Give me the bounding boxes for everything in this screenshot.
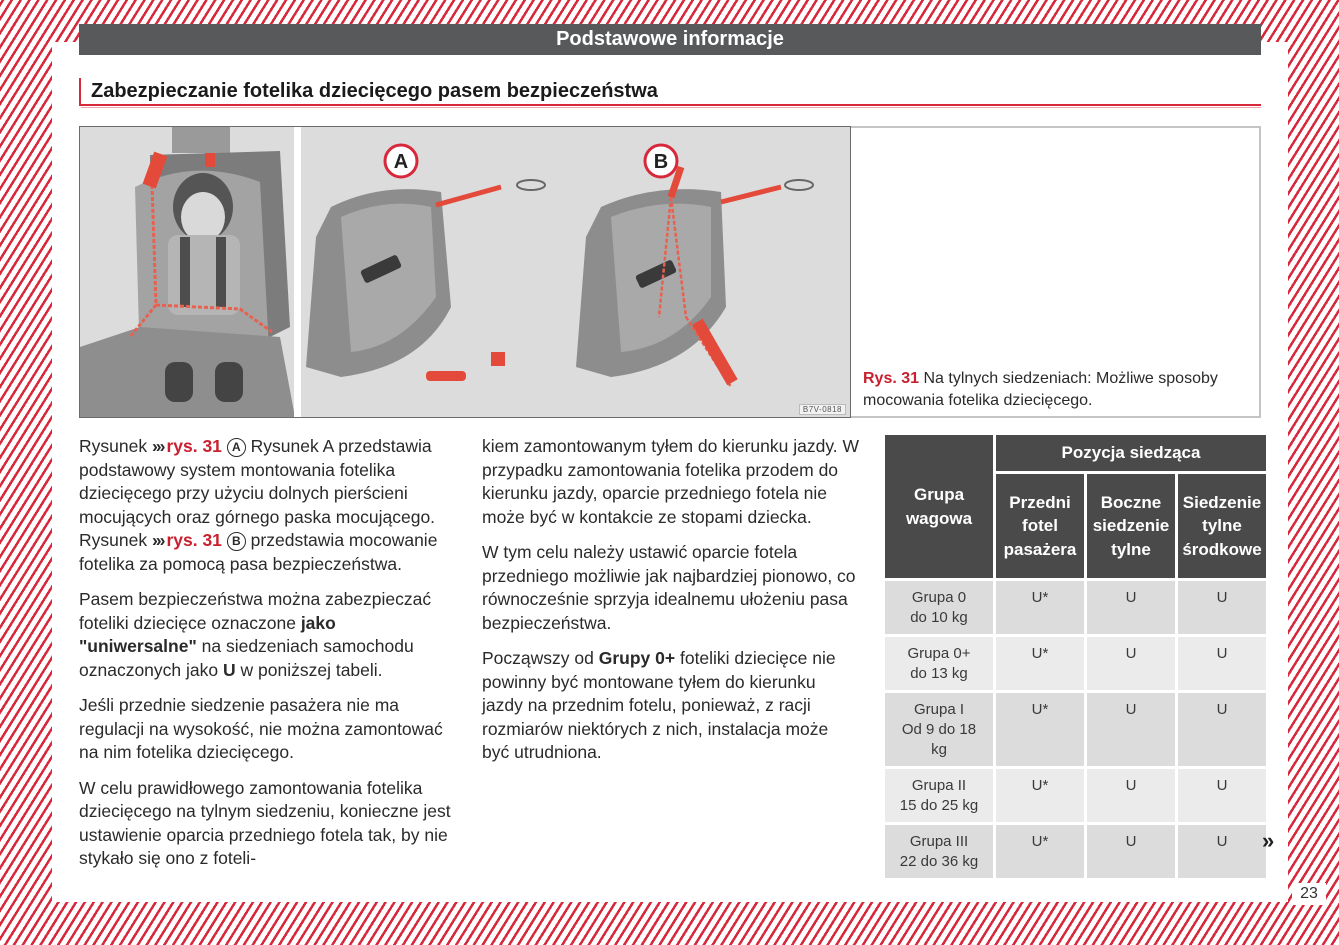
label-b: B	[653, 151, 669, 173]
group-name: Grupa 0+	[907, 645, 971, 662]
bold-text: Grupy 0+	[598, 648, 676, 668]
value-cell: U	[1087, 825, 1175, 878]
group-weight: do 13 kg	[910, 665, 968, 682]
paragraph-3: Jeśli przednie siedzenie pasażera nie ma regulacji na wysokość, nie można zamontować na nim fotelika dziecięcego.	[79, 695, 443, 762]
continued-arrow-icon: »	[1262, 828, 1275, 853]
value-cell: U	[1178, 825, 1266, 878]
child-foot-right	[215, 362, 243, 402]
value-cell: U	[1178, 769, 1266, 822]
harness-left	[180, 237, 190, 307]
section-title: Zabezpieczanie fotelika dziecięcego pasem bezpieczeństwa	[79, 78, 1261, 106]
top-tether	[205, 153, 215, 167]
header-weight-group: Grupa wagowa	[885, 435, 993, 578]
paragraph-4: W celu prawidłowego zamontowania fotelika dziecięcego na tylnym siedzeniu, konieczne jest ustawienie oparcia przedniego fotela tak, by nie stykało się ono z foteli-	[79, 777, 451, 868]
figure-illustration	[79, 126, 851, 418]
group-weight: do 10 kg	[910, 609, 968, 626]
text-fragment: w poniższej tabeli.	[240, 659, 383, 680]
group-name: Grupa 0	[911, 589, 967, 606]
group-weight: 15 do 25 kg	[899, 797, 979, 814]
bold-text: jako "uniwersalne"	[79, 612, 336, 656]
group-weight: 22 do 36 kg	[899, 853, 979, 870]
isofix-anchor-a	[491, 352, 505, 366]
table-row	[885, 825, 1266, 878]
text-column-2	[482, 435, 860, 777]
figure-link-31[interactable]: rys. 31	[166, 530, 222, 550]
header-front-passenger: Przedni fotel pasażera	[996, 474, 1084, 578]
child-foot-left	[165, 362, 193, 402]
table-row	[885, 581, 1266, 634]
chapter-title: Podstawowe informacje	[556, 28, 784, 50]
paragraph-6: W tym celu należy ustawić oparcie fotela przedniego możliwie jak najbardziej pionowo, co równocześnie sprzyja idealnemu ułożeniu pasa bezpieczeństwa.	[482, 542, 856, 633]
page-number: 23	[1292, 883, 1326, 905]
group-cell	[885, 825, 993, 878]
figure-caption-box	[851, 126, 1261, 418]
headrest	[172, 127, 230, 153]
child-body	[168, 235, 240, 315]
value-cell: U	[1087, 769, 1175, 822]
table-row	[885, 637, 1266, 690]
value-cell: U*	[996, 825, 1084, 878]
text-fragment: przedstawia mocowanie fotelika za pomocą pasa bezpieczeństwa.	[79, 530, 438, 574]
text-fragment: foteliki dziecięce nie powinny być montowane tyłem do kierunku jazdy na przednim fotelu, ponieważ, z racji rozmiarów niektórych z nich, instalacja może być utrudniona.	[482, 648, 836, 762]
paragraph-2	[79, 588, 457, 682]
circled-a-icon: A	[227, 438, 246, 457]
paragraph-1	[79, 435, 457, 576]
figure-caption	[863, 368, 1243, 412]
value-cell: U	[1178, 581, 1266, 634]
top-tether-a	[436, 187, 501, 205]
group-cell	[885, 637, 993, 690]
figure-link-31[interactable]: rys. 31	[166, 436, 222, 456]
value-cell: U	[1178, 637, 1266, 690]
header-rear-outer: Boczne siedzenie tylne	[1087, 474, 1175, 578]
caption-text: Na tylnych siedzeniach: Możliwe sposoby mocowania fotelika dziecięcego.	[863, 370, 1218, 409]
caption-ref: Rys. 31	[863, 370, 920, 387]
text-fragment: Pasem bezpieczeństwa można zabezpieczać foteliki dziecięce oznaczone	[79, 589, 432, 633]
arrows-icon: ›››	[151, 436, 164, 456]
table-row	[885, 693, 1266, 766]
group-name: Grupa I	[913, 701, 965, 718]
label-a: A	[393, 151, 409, 173]
bold-text: U	[223, 659, 236, 680]
text-column-1	[79, 435, 457, 883]
child-face	[181, 192, 225, 242]
group-cell	[885, 769, 993, 822]
group-weight: Od 9 do 18 kg	[901, 721, 977, 758]
top-tether-b	[721, 187, 781, 202]
child-seat-illustration	[80, 127, 295, 417]
header-seating-position: Pozycja siedząca	[996, 435, 1266, 471]
panel-b	[576, 145, 813, 387]
value-cell: U	[1087, 637, 1175, 690]
chapter-header	[79, 24, 1261, 55]
paragraph-7	[482, 647, 860, 765]
group-cell	[885, 581, 993, 634]
value-cell: U*	[996, 769, 1084, 822]
belt-buckle-b	[692, 319, 737, 386]
text-fragment: Począwszy od	[482, 648, 594, 668]
seat-mounting-illustration	[301, 127, 851, 417]
figure-code: B7V-0818	[799, 404, 846, 415]
value-cell: U	[1087, 693, 1175, 766]
text-fragment: Rysunek	[79, 436, 148, 456]
header-rear-center: Siedzenie tylne środkowe	[1178, 474, 1266, 578]
value-cell: U*	[996, 693, 1084, 766]
group-name: Grupa II	[911, 777, 967, 794]
panel-a	[306, 145, 545, 381]
text-fragment: na siedzeniach samochodu oznaczonych jako	[79, 636, 414, 680]
circled-b-icon: B	[227, 532, 246, 551]
table-row	[885, 769, 1266, 822]
group-cell	[885, 693, 993, 766]
value-cell: U	[1178, 693, 1266, 766]
paragraph-5: kiem zamontowanym tyłem do kierunku jazdy. W przypadku zamontowania fotelika przodem do kierunku jazdy, oparcie przedniego fotela nie może być w kontakcie ze stopami dziecka.	[482, 436, 860, 527]
anchor-ring-a	[517, 180, 545, 190]
group-name: Grupa III	[909, 833, 969, 850]
arrows-icon: ›››	[151, 530, 164, 550]
figure-divider	[294, 127, 301, 417]
harness-right	[216, 237, 226, 307]
anchor-ring-b	[785, 180, 813, 190]
weight-group-table	[882, 432, 1269, 881]
value-cell: U	[1087, 581, 1175, 634]
value-cell: U*	[996, 637, 1084, 690]
text-fragment: Rysunek A przedstawia podstawowy system montowania fotelika dziecięcego przy użyciu dolnych pierścieni mocujących oraz górnego paska mocującego. Rysunek	[79, 436, 436, 550]
value-cell: U*	[996, 581, 1084, 634]
isofix-a	[426, 371, 466, 381]
